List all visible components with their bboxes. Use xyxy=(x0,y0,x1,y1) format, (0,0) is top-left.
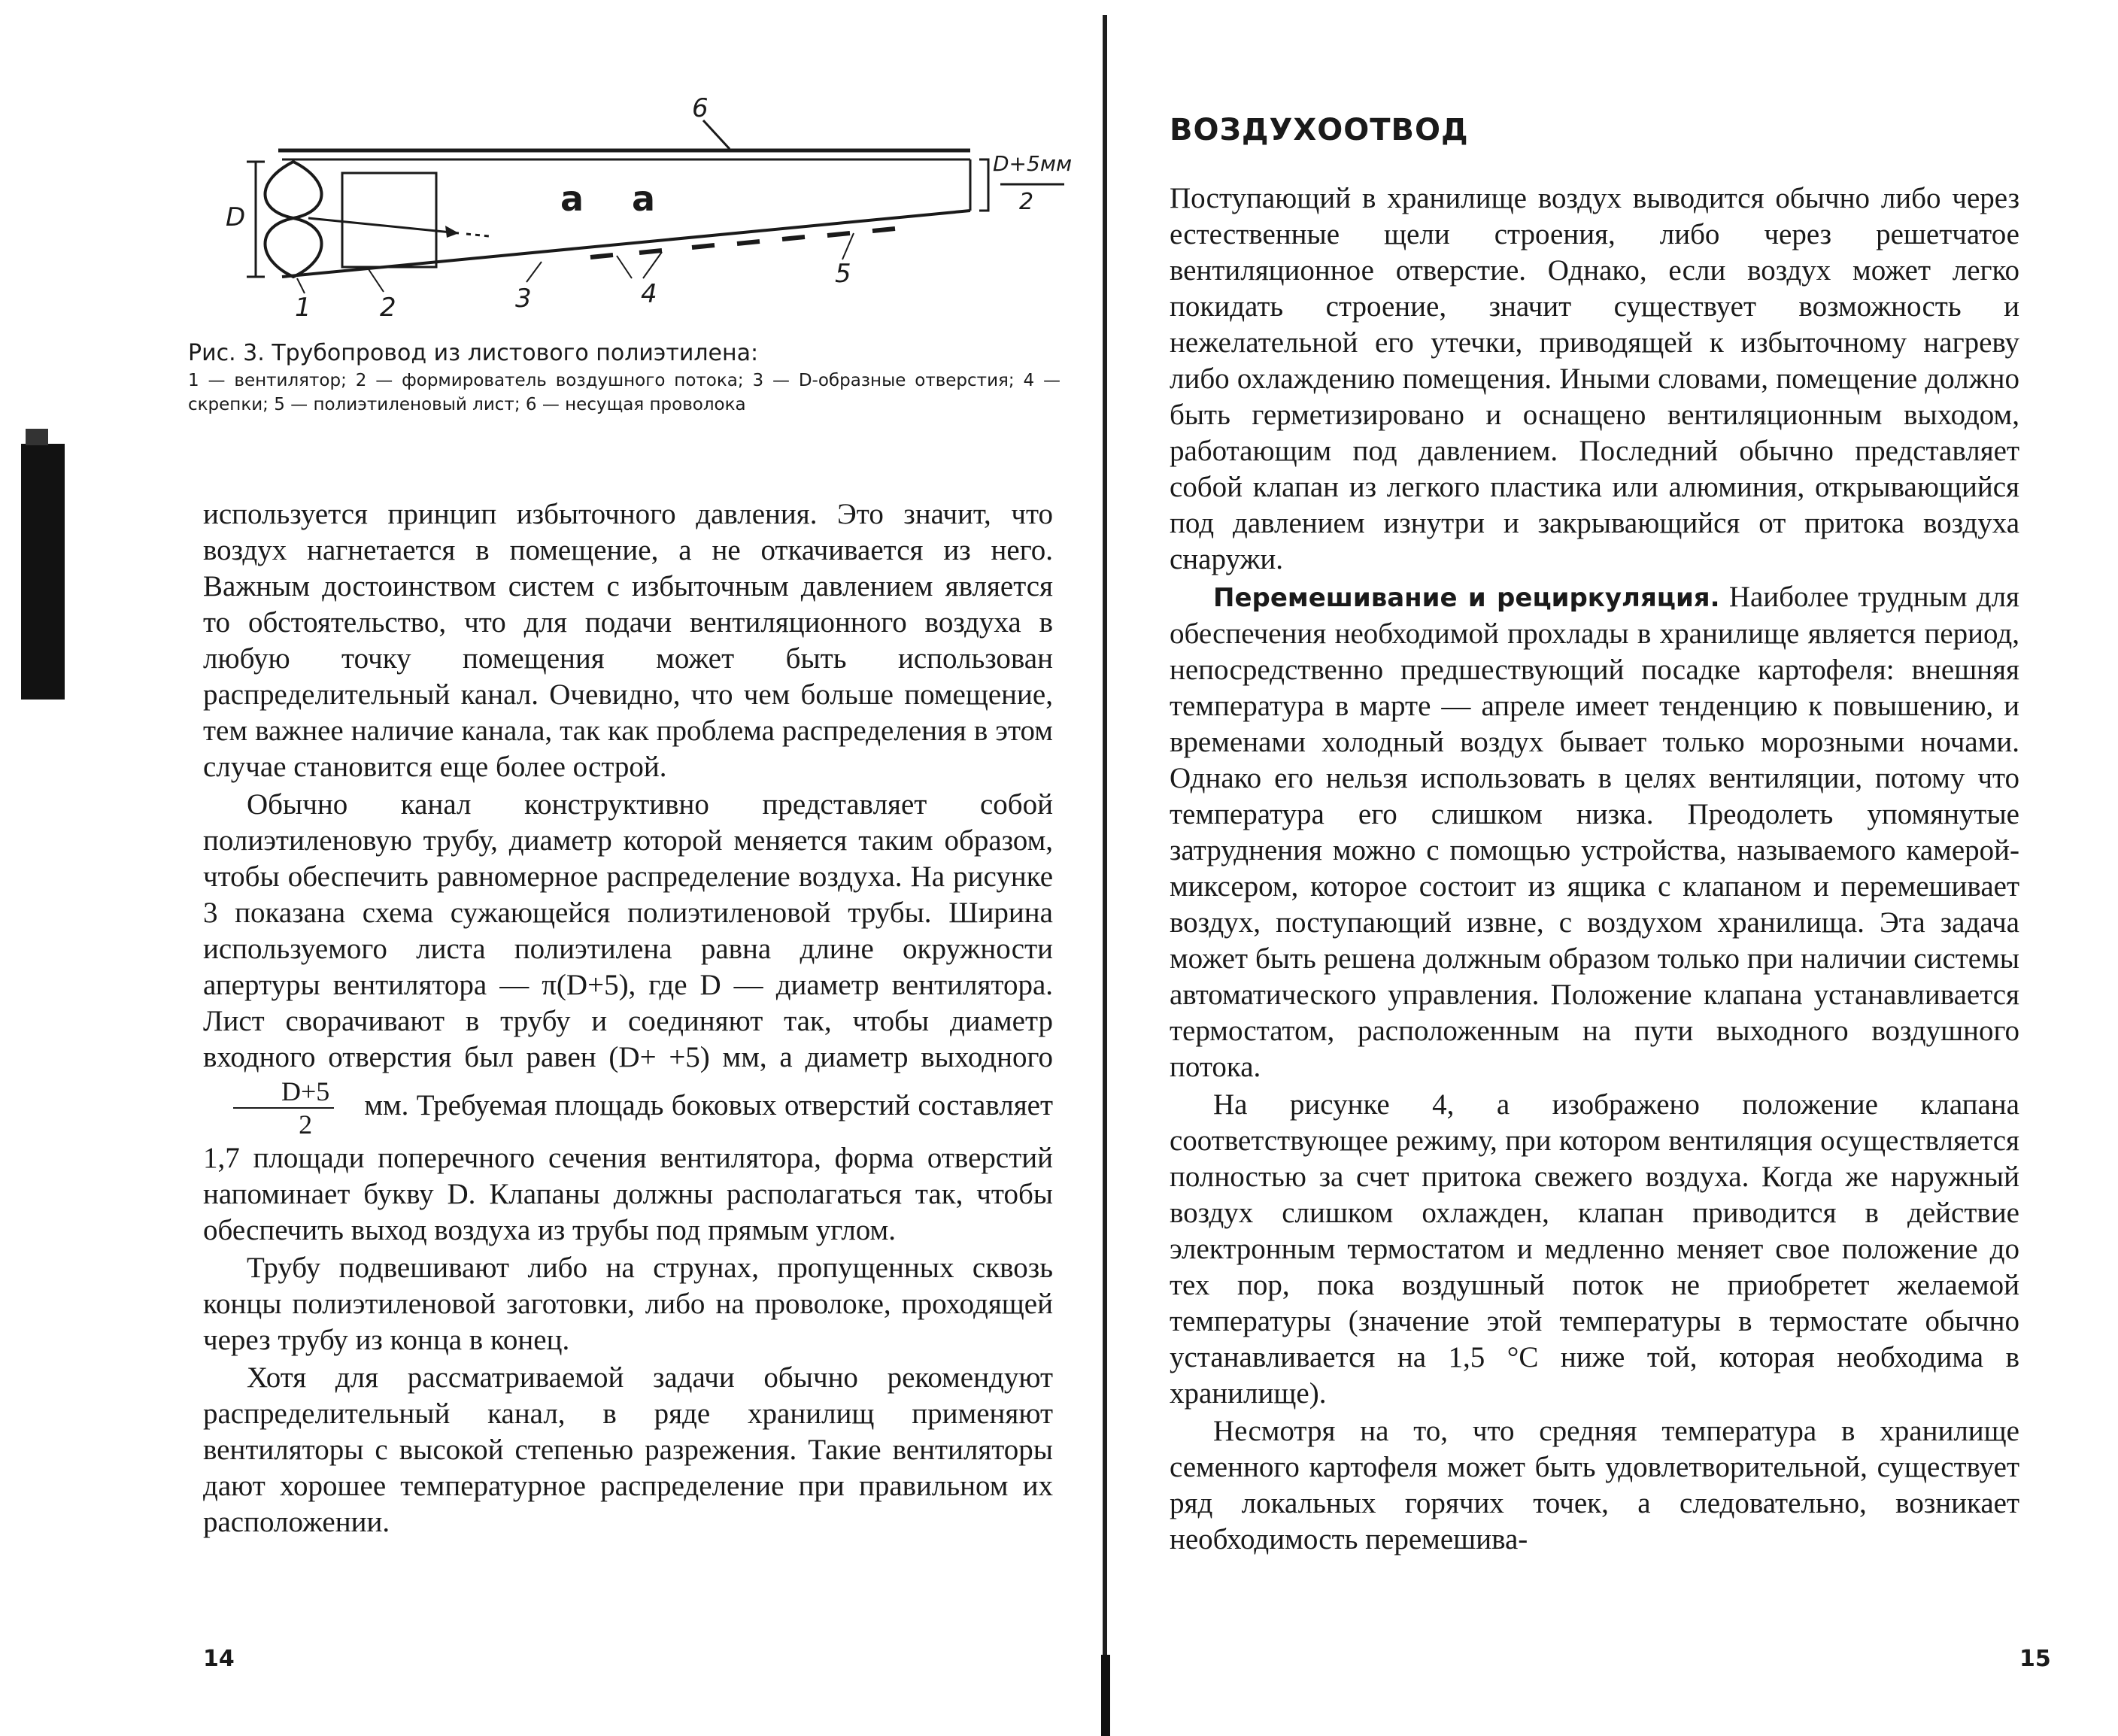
fraction-numerator: D+5 xyxy=(233,1076,334,1109)
label-4: 4 xyxy=(641,279,657,309)
leader-2 xyxy=(369,269,384,292)
section-heading: ВОЗДУХООТВОД xyxy=(1170,113,1469,147)
paragraph: На рисунке 4, а изображено положение клапана соответствующее режиму, при котором вентиляция осуществляется полностью за счет притока свежего воздуха. Когда же наружный воздух слишком охлажден, клапан приводится в действие электронным термостатом и медленно меняет свое положение до тех пор, пока воздушный поток не приобретет желаемой температуры (значение этой температуры в термостате обычно устанавливается на 1,5 °С ниже той, которая необходима в хранилище). xyxy=(1170,1088,2019,1410)
label-holes: a a xyxy=(560,178,674,219)
leader-5 xyxy=(842,233,854,259)
air-flow-former xyxy=(342,173,436,267)
paragraph: Несмотря на то, что средняя температура в хранилище семенного картофеля может быть удовлетворительной, существует ряд локальных горячих точек, а следовательно, возникает необходимость перемешива- xyxy=(1170,1415,2019,1555)
leader-4a xyxy=(617,256,632,278)
label-6: 6 xyxy=(692,98,709,123)
leader-3 xyxy=(526,262,542,282)
paragraph-with-run-in-heading xyxy=(1170,579,2019,1085)
figure-caption xyxy=(188,338,1061,417)
fan-lower-blade xyxy=(266,218,322,277)
fan-upper-blade xyxy=(266,162,322,218)
caption-legend: 1 — вентилятор; 2 — формирователь воздушного потока; 3 — D-образные отверстия; 4 — скрепки; 5 — полиэтиленовый лист; 6 — несущая проволока xyxy=(188,371,1061,414)
label-3: 3 xyxy=(515,284,532,314)
figure-3-diagram xyxy=(211,98,1098,323)
label-5: 5 xyxy=(835,259,851,289)
paragraph: используется принцип избыточного давления. Это значит, что воздух нагнетается в помещение, а не откачивается из него. Важным достоинством систем с избыточным давлением является то обстоятельство, что для подачи вентиляционного воздуха в любую точку помещения может быть использован распределительный канал. Очевидно, что чем больше помещение, тем важнее наличие канала, так как проблема распределения в этом случае становится еще более острой. xyxy=(203,498,1053,783)
paragraph-part: мм. Требуемая площадь боковых отверстий составляет 1,7 площади поперечного сечения вентилятора, форма отверстий напоминает букву D. Клапаны должны располагаться так, чтобы обеспечить выход воздуха из трубы под прямым углом. xyxy=(203,1088,1053,1246)
label-2: 2 xyxy=(380,293,396,323)
gutter-shadow xyxy=(1101,1655,1110,1736)
page-number: 15 xyxy=(2019,1646,2051,1672)
paragraph: Поступающий в хранилище воздух выводится обычно либо через естественные щели строения, либо через решетчатое вентиляционное отверстие. Однако, если воздух может легко покидать строение, значит существует возможность и нежелательной его утечки, приводящей к избыточному нагреву либо охлаждению помещения. Иными словами, помещение должно быть герметизировано и оснащено вентиляционным выходом, работающим под давлением. Последний обычно представляет собой клапан из легкого пластика или алюминия, открывающийся под давлением изнутри и закрывающийся от притока воздуха снаружи. xyxy=(1170,182,2019,575)
label-d-out-top: D+5мм xyxy=(993,151,1073,176)
fraction-denominator: 2 xyxy=(299,1109,313,1140)
label-d: D xyxy=(226,202,246,232)
caption-title: Рис. 3. Трубопровод из листового полиэтилена: xyxy=(188,340,759,366)
paragraph-part: Наиболее трудным для обеспечения необходимой прохлады в хранилище является период, непосредственно предшествующий посадке картофеля: внешняя температура в марте — апреле имеет тенденцию к повышению, и временами холодный воздух бывает только морозными ночами. Однако его нельзя использовать в целях вентиляции, потому что температура его слишком низка. Преодолеть упомянутые затруднения можно с помощью устройства, называемого камерой-миксером, которое состоит из ящика с клапаном и перемешивает воздух, поступающий извне, с воздухом хранилища. Эта задача может быть решена должным образом только при наличии системы автоматического управления. Положение клапана устанавливается термостатом, расположенным на пути выходного воздушного потока. xyxy=(1170,581,2019,1083)
label-d-out-bottom: 2 xyxy=(1019,189,1034,215)
left-body-text xyxy=(203,496,1053,1542)
pipe-diagram xyxy=(211,98,1098,323)
page-number: 14 xyxy=(203,1646,235,1672)
book-gutter xyxy=(1103,15,1107,1736)
label-1: 1 xyxy=(295,293,311,323)
run-in-heading: Перемешивание и рециркуляция. xyxy=(1213,583,1720,613)
paragraph-with-fraction xyxy=(203,787,1053,1249)
outlet-bracket xyxy=(979,159,988,211)
paragraph: Трубу подвешивают либо на струнах, пропущенных сквозь концы полиэтиленовой заготовки, либо на проволоке, проходящей через трубу из конца в конец. xyxy=(203,1252,1053,1356)
left-page xyxy=(188,0,1073,1736)
right-body-text xyxy=(1170,181,2019,1559)
right-page xyxy=(1170,0,2051,1736)
paragraph: Хотя для рассматриваемой задачи обычно рекомендуют распределительный канал, в ряде хранилищ применяют вентиляторы с высокой степенью разрежения. Такие вентиляторы дают хорошее температурное распределение при правильном их расположении. xyxy=(203,1361,1053,1538)
leader-1 xyxy=(297,278,305,293)
leader-6 xyxy=(703,120,730,149)
scan-artifact xyxy=(21,444,65,700)
fraction xyxy=(233,1076,334,1140)
leader-4b xyxy=(643,252,662,278)
paragraph-part: Обычно канал конструктивно представляет собой полиэтиленовую трубу, диаметр которой меняется таким образом, чтобы обеспечить равномерное распределение воздуха. На рисунке 3 показана схема сужающейся полиэтиленовой трубы. Ширина используемого листа полиэтилена равна длине окружности апертуры вентилятора — π(D+5), где D — диаметр вентилятора. Лист сворачивают в трубу и соединяют так, чтобы диаметр входного отверстия был равен (D+ +5) мм, а диаметр выходного xyxy=(203,788,1053,1073)
